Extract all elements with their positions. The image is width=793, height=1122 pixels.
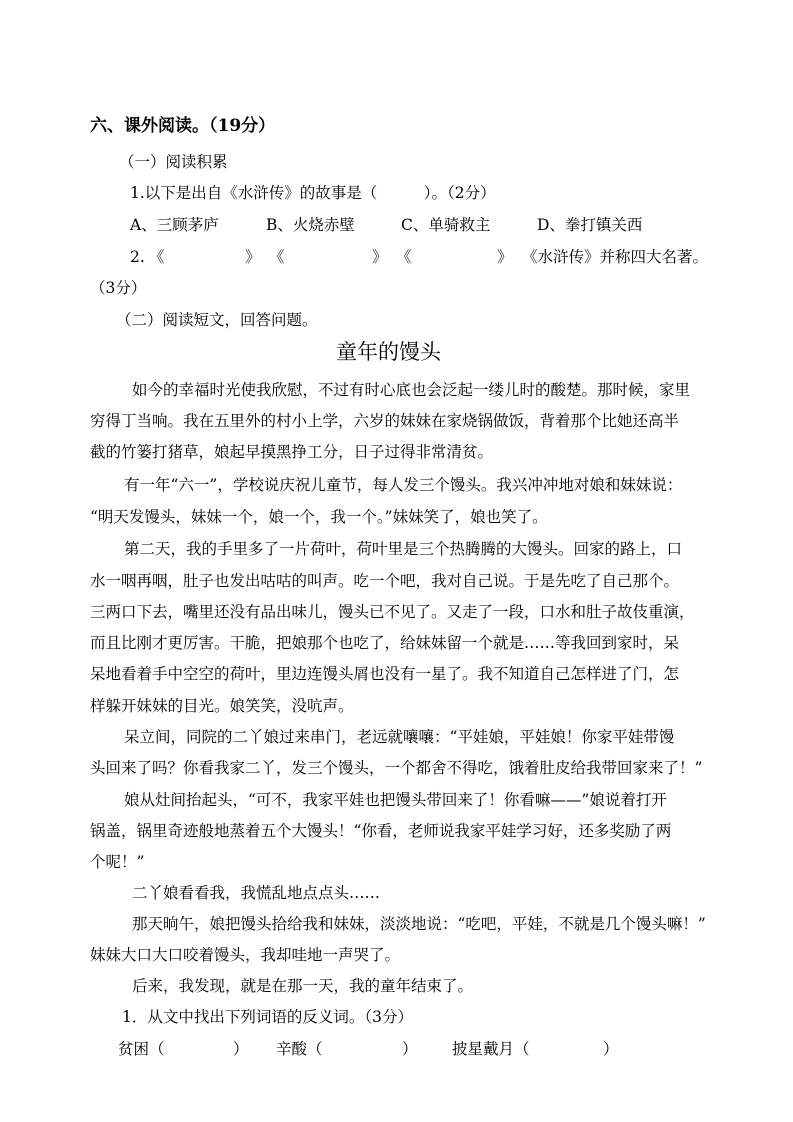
passage-line: 妹妹大口大口咬着馒头，我却哇地一声哭了。 (90, 946, 401, 964)
question-1: 1.以下是出自《水浒传》的故事是（ ）。（2分） (130, 184, 496, 202)
option-d: D、拳打镇关西 (537, 216, 643, 234)
passage-title: 童年的馒头 (336, 340, 441, 364)
passage-line: 那天晌午，娘把馒头拾给我和妹妹，淡淡地说：“吃吧，平娃，不就是几个馒头嘛！” (132, 915, 706, 933)
option-a: A、三顾茅庐 (130, 216, 219, 234)
antonym-close-2: ） (402, 1040, 418, 1058)
passage-line: 呆立间，同院的二丫娘过来串门，老远就嚷嚷：“平娃娘，平娃娘！你家平娃带馒 (124, 728, 675, 746)
passage-line: 第二天，我的手里多了一片荷叶，荷叶里是三个热腾腾的大馒头。回家的路上，口 (124, 540, 683, 558)
book-bracket-open-2: 《 (269, 248, 285, 266)
passage-line: 头回来了吗？你看我家二丫，发三个馒头，一个都舍不得吃，饿着肚皮给我带回家来了！” (90, 759, 703, 777)
passage-line: 水一咽再咽，肚子也发出咕咕的叫声。吃一个吧，我对自己说。于是先吃了自己那个。 (90, 572, 680, 590)
book-bracket-close-3: 》 (497, 248, 513, 266)
antonym-answers (0, 1039, 793, 1059)
passage-line: 而且比刚才更厉害。干脆，把娘那个也吃了，给妹妹留一个就是……等我回到家时，呆 (90, 634, 680, 652)
antonym-close-1: ） (233, 1040, 249, 1058)
passage-line: 呆地看着手中空空的荷叶，里边连馒头屑也没有一星了。我不知道自己怎样进了门，怎 (90, 665, 680, 683)
section-heading: 六、课外阅读。（19分） (90, 116, 276, 136)
antonym-word-3: 披星戴月（ (452, 1040, 530, 1058)
passage-line: 个呢！” (90, 853, 145, 871)
question-2 (0, 247, 793, 267)
book-bracket-open-3: 《 (396, 248, 412, 266)
passage-line: 如今的幸福时光使我欣慰，不过有时心底也会泛起一缕儿时的酸楚。那时候，家里 (132, 381, 691, 399)
passage-line: 有一年“六一”，学校说庆祝儿童节，每人发三个馒头。我兴冲冲地对娘和妹妹说： (124, 476, 683, 494)
question-2-number: 2. (130, 248, 145, 266)
passage-line: 三两口下去，嘴里还没有品出味儿，馒头已不见了。又走了一段，口水和肚子故伎重演， (90, 603, 695, 621)
passage-line: 后来，我发现，就是在那一天，我的童年结束了。 (132, 977, 474, 995)
antonym-word-1: 贫困（ (118, 1040, 165, 1058)
book-bracket-close-2: 》 (372, 248, 388, 266)
passage-line: 锅盖，锅里奇迹般地蒸着五个大馒头！“你看，老师说我家平娃学习好，还多奖励了两 (90, 822, 672, 840)
question-2-score: （3分） (90, 279, 147, 297)
antonym-close-3: ） (603, 1040, 619, 1058)
passage-line: 截的竹篓打猪草，娘起早摸黑挣工分，日子过得非常清贫。 (90, 443, 494, 461)
passage-line: 样躲开妹妹的目光。娘笑笑，没吭声。 (90, 697, 354, 715)
part1-label: （一）阅读积累 (119, 153, 228, 171)
question-2-ending: 《水浒传》并称四大名著。 (522, 248, 709, 266)
question-1-options (0, 215, 793, 235)
passage-line: 娘从灶间抬起头，“可不，我家平娃也把馒头带回来了！你看嘛——”娘说着打开 (124, 791, 667, 809)
part2-label: （二）阅读短文，回答问题。 (116, 311, 318, 329)
book-bracket-open-1: 《 (149, 248, 165, 266)
passage-line: “明天发馒头，妹妹一个，娘一个，我一个。”妹妹笑了，娘也笑了。 (90, 508, 548, 526)
antonym-word-2: 辛酸（ (276, 1040, 323, 1058)
book-bracket-close-1: 》 (245, 248, 261, 266)
option-b: B、火烧赤壁 (266, 216, 355, 234)
option-c: C、单骑救主 (401, 216, 491, 234)
passage-line: 穷得丁当响。我在五里外的村小上学，六岁的妹妹在家烧锅做饭，背着那个比她还高半 (90, 412, 680, 430)
passage-line: 二丫娘看看我，我慌乱地点点头…… (132, 884, 381, 902)
reading-question-1: 1．从文中找出下列词语的反义词。（3分） (122, 1008, 413, 1026)
